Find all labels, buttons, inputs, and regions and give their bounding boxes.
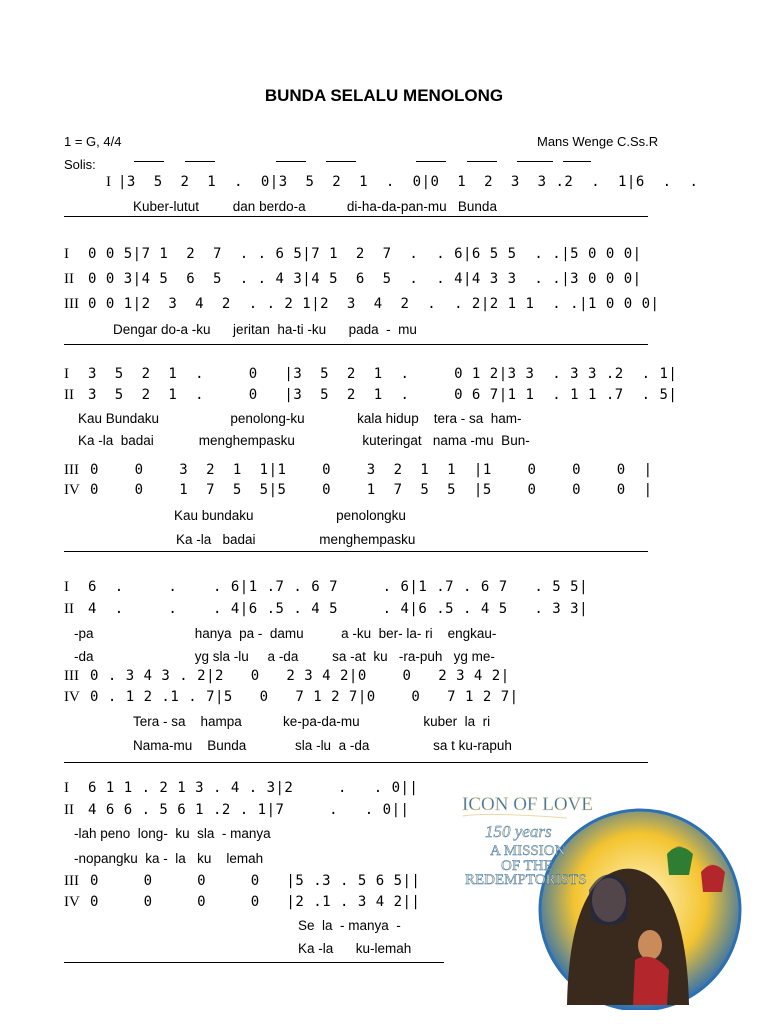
- composer: Mans Wenge C.Ss.R: [537, 134, 659, 149]
- lyric-line: Ka -la ku-lemah: [298, 941, 412, 956]
- notation-line: 0 . 3 4 3 . 2|2 0 2 3 4 2|0 0 2 3 4 2|: [90, 668, 510, 684]
- note-beam: [134, 161, 164, 162]
- lyric-line: Kuber-lutut dan berdo-a di-ha-da-pan-mu Bunda: [133, 199, 497, 214]
- notation-line: 3 5 2 1 . 0 |3 5 2 1 . 0 6 7|1 1 . 1 1 .7 . 5|: [88, 387, 678, 403]
- voice-label: II: [64, 271, 74, 287]
- voice-label: II: [64, 387, 74, 403]
- note-beam: [517, 161, 553, 162]
- voice-label: III: [64, 296, 79, 312]
- notation-line: 6 . . . 6|1 .7 . 6 7 . 6|1 .7 . 6 7 . 5 5|: [88, 579, 589, 595]
- logo-line-3: A MISSION: [490, 843, 566, 859]
- notation-line: 0 0 5|7 1 2 7 . . 6 5|7 1 2 7 . . 6|6 5 5 . .|5 0 0 0|: [88, 246, 642, 262]
- voice-label: III: [64, 873, 79, 889]
- notation-line: 6 1 1 . 2 1 3 . 4 . 3|2 . . 0||: [88, 780, 419, 796]
- notation-line: 0 0 3 2 1 1|1 0 3 2 1 1 |1 0 0 0 |: [90, 462, 653, 478]
- lyric-line: Se la - manya -: [298, 918, 401, 933]
- voice-label: III: [64, 462, 79, 478]
- notation-line: 0 0 0 0 |5 .3 . 5 6 5||: [90, 873, 421, 889]
- voice-label: IV: [64, 894, 80, 910]
- notation-line: 0 0 1|2 3 4 2 . . 2 1|2 3 4 2 . . 2|2 1 1 . .|1 0 0 0|: [88, 296, 660, 312]
- lyric-line: Ka -la badai menghempasku kuteringat nama -mu Bun-: [78, 433, 530, 448]
- lyric-line: Nama-mu Bunda sla -lu a -da sa t ku-rapuh: [133, 738, 512, 753]
- logo-line-5: REDEMPTORISTS: [465, 872, 587, 888]
- voice-label: IV: [64, 689, 80, 705]
- notation-line: 0 0 1 7 5 5|5 0 1 7 5 5 |5 0 0 0 |: [90, 482, 653, 498]
- section-divider: [64, 216, 648, 217]
- voice-label: III: [64, 668, 79, 684]
- notation-line: |3 5 2 1 . 0|3 5 2 1 . 0|0 1 2 3 3 .2 . 1|6 . .: [118, 174, 699, 190]
- note-beam: [326, 161, 356, 162]
- lyric-line: Tera - sa hampa ke-pa-da-mu kuber la ri: [133, 714, 491, 729]
- voice-label: IV: [64, 482, 80, 498]
- notation-line: 4 . . . 4|6 .5 . 4 5 . 4|6 .5 . 4 5 . 3 3|: [88, 601, 589, 617]
- note-beam: [467, 161, 497, 162]
- section-divider: [64, 962, 444, 963]
- section-divider: [64, 762, 648, 763]
- voice-label: II: [64, 802, 74, 818]
- lyric-line: -lah peno long- ku sla - manya: [74, 826, 271, 841]
- notation-line: 3 5 2 1 . 0 |3 5 2 1 . 0 1 2|3 3 . 3 3 .2 . 1|: [88, 366, 678, 382]
- notation-line: 0 . 1 2 .1 . 7|5 0 7 1 2 7|0 0 7 1 2 7|: [90, 689, 519, 705]
- voice-label: I: [64, 579, 69, 595]
- logo-line-1: ICON OF LOVE: [462, 794, 593, 815]
- solis-label: Solis:: [64, 157, 96, 172]
- section-divider: [64, 344, 648, 345]
- lyric-line: Ka -la badai menghempasku: [176, 532, 416, 547]
- lyric-line: Kau Bundaku penolong-ku kala hidup tera - sa ham-: [78, 411, 522, 426]
- key-signature: 1 = G, 4/4: [64, 134, 122, 149]
- notation-line: 0 0 3|4 5 6 5 . . 4 3|4 5 6 5 . . 4|4 3 3 . .|3 0 0 0|: [88, 271, 642, 287]
- note-beam: [416, 161, 446, 162]
- lyric-line: Dengar do-a -ku jeritan ha-ti -ku pada - mu: [113, 322, 417, 337]
- section-divider: [64, 551, 648, 552]
- logo-line-2: 150 years: [485, 822, 552, 841]
- voice-label: I: [64, 366, 69, 382]
- notation-line: 4 6 6 . 5 6 1 .2 . 1|7 . . 0||: [88, 802, 410, 818]
- note-beam: [185, 161, 215, 162]
- page-title: BUNDA SELALU MENOLONG: [264, 86, 504, 105]
- lyric-line: Kau bundaku penolongku: [174, 508, 406, 523]
- note-beam: [563, 161, 591, 162]
- voice-label: I: [64, 780, 69, 796]
- lyric-line: -da yg sla -lu a -da sa -at ku -ra-puh yg me-: [74, 649, 495, 664]
- logo-line-4: OF THE: [501, 858, 553, 874]
- icon-of-love-logo: [457, 780, 757, 1010]
- lyric-line: -pa hanya pa - damu a -ku ber- la- ri engkau-: [74, 626, 497, 641]
- voice-label: I: [64, 246, 69, 262]
- voice-label: II: [64, 601, 74, 617]
- notation-line: 0 0 0 0 |2 .1 . 3 4 2||: [90, 894, 421, 910]
- voice-label: I: [106, 174, 111, 190]
- note-beam: [276, 161, 306, 162]
- lyric-line: -nopangku ka - la ku lemah: [74, 851, 264, 866]
